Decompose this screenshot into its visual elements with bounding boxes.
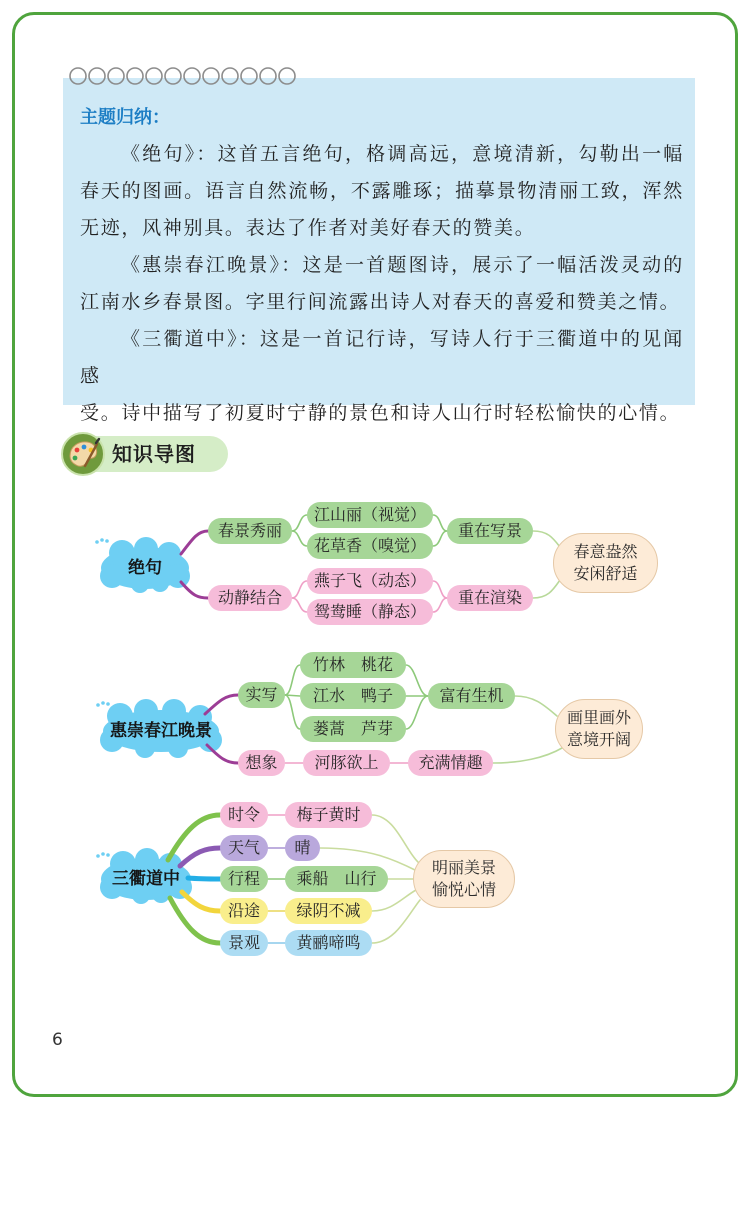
mindmap-root-sanqu: 三衢道中 xyxy=(112,869,180,889)
mindmap-detail: 晴 xyxy=(285,835,320,861)
conclusion-line: 安闲舒适 xyxy=(573,564,638,583)
mindmap-detail: 梅子黄时 xyxy=(285,802,372,828)
connector-jueju-summary-1-conclusion xyxy=(533,531,560,547)
summary-line: 江南水乡春景图。字里行间流露出诗人对春天的喜爱和赞美之情。 xyxy=(80,291,681,313)
connector-jueju-item-4-summary-2 xyxy=(433,598,447,612)
connector-jueju-branch-1-item-2 xyxy=(292,531,307,546)
connector-sanqu-detail-4-conclusion xyxy=(372,890,416,911)
connector-jueju-branch-1-item-1 xyxy=(292,515,307,531)
connector-huichong-item-3-summary-1 xyxy=(406,696,428,729)
conclusion-line: 春意盎然 xyxy=(573,542,638,561)
conclusion-line: 画里画外 xyxy=(566,708,631,727)
connector-sanqu-detail-5-conclusion xyxy=(372,900,420,943)
mindmap-root-jueju: 绝句 xyxy=(128,558,162,578)
connector-jueju-root-branch-1 xyxy=(181,531,208,554)
mindmap-branch: 动静结合 xyxy=(208,585,292,611)
connector-jueju-branch-2-item-1 xyxy=(292,581,307,598)
connector-sanqu-root-branch-2 xyxy=(180,848,220,866)
connector-jueju-item-1-summary-1 xyxy=(433,515,447,531)
mindmap-branch: 天气 xyxy=(220,835,268,861)
summary-line: 《绝句》：这首五言绝句，格调高远，意境清新，勾勒出一幅 xyxy=(121,143,684,165)
mindmap-branch: 行程 xyxy=(220,866,268,892)
mindmap-item: 花草香（嗅觉） xyxy=(307,533,433,559)
conclusion-line: 意境开阔 xyxy=(566,730,631,749)
mindmap-item: 江水 鸭子 xyxy=(300,683,406,709)
mindmap-conclusion xyxy=(413,850,515,908)
connector-jueju-branch-2-item-2 xyxy=(292,598,307,612)
connector-huichong-root-branch-1 xyxy=(205,695,238,714)
connector-huichong-branch-1-item-1 xyxy=(285,665,300,695)
mindmap-branch: 春景秀丽 xyxy=(208,518,292,544)
mindmap-item: 燕子飞（动态） xyxy=(307,568,433,594)
summary-line: 无迹，风神别具。表达了作者对美好春天的赞美。 xyxy=(80,217,536,239)
mindmap-item: 江山丽（视觉） xyxy=(307,502,433,528)
connector-huichong-item-1-summary-1 xyxy=(406,665,428,696)
mindmap-conclusion xyxy=(553,533,658,593)
mindmap-summary: 富有生机 xyxy=(428,683,515,709)
connector-sanqu-root-branch-4 xyxy=(182,892,220,911)
mindmap-detail: 乘船 山行 xyxy=(285,866,388,892)
page-number: 6 xyxy=(52,1030,63,1050)
mindmap-branch: 沿途 xyxy=(220,898,268,924)
mindmap-branch: 景观 xyxy=(220,930,268,956)
connector-huichong-summary-1-conclusion xyxy=(515,696,557,716)
connector-sanqu-root-branch-3 xyxy=(188,878,220,879)
section-title: 知识导图 xyxy=(112,442,196,466)
summary-title: 主题归纳： xyxy=(80,107,170,128)
summary-line: 《惠崇春江晚景》：这是一首题图诗，展示了一幅活泼灵动的 xyxy=(121,254,684,276)
connector-jueju-summary-2-conclusion xyxy=(533,580,560,598)
connector-huichong-summary-2-conclusion xyxy=(493,748,562,763)
summary-line: 受。诗中描写了初夏时宁静的景色和诗人山行时轻松愉快的心情。 xyxy=(80,402,681,424)
mindmap-summary: 重在写景 xyxy=(447,518,533,544)
connector-huichong-branch-1-item-3 xyxy=(285,695,300,729)
mindmap-branch: 时令 xyxy=(220,802,268,828)
mindmap-branch: 实写 xyxy=(238,682,285,708)
mindmap-root-huichong: 惠崇春江晚景 xyxy=(110,721,212,741)
summary-line: 春天的图画。语言自然流畅，不露雕琢；描摹景物清丽工致，浑然 xyxy=(80,180,684,202)
mindmap-item: 竹林 桃花 xyxy=(300,652,406,678)
connector-jueju-root-branch-2 xyxy=(181,582,208,598)
mindmap-detail: 绿阴不减 xyxy=(285,898,372,924)
connector-jueju-item-2-summary-1 xyxy=(433,531,447,546)
mindmap-summary: 重在渲染 xyxy=(447,585,533,611)
mindmap-item: 河豚欲上 xyxy=(303,750,390,776)
mindmap-summary: 充满情趣 xyxy=(408,750,493,776)
conclusion-line: 愉悦心情 xyxy=(431,880,496,899)
mindmap-item: 蒌蒿 芦芽 xyxy=(300,716,406,742)
connector-jueju-item-3-summary-2 xyxy=(433,581,447,598)
mindmap-conclusion xyxy=(555,699,643,759)
mindmap-item: 鸳鸯睡（静态） xyxy=(307,599,433,625)
summary-line: 《三衢道中》：这是一首记行诗，写诗人行于三衢道中的见闻感 xyxy=(80,328,684,387)
connector-huichong-root-branch-2 xyxy=(207,745,238,763)
mindmap-branch: 想象 xyxy=(238,750,285,776)
mindmap-detail: 黄鹂啼鸣 xyxy=(285,930,372,956)
conclusion-line: 明丽美景 xyxy=(431,858,496,877)
